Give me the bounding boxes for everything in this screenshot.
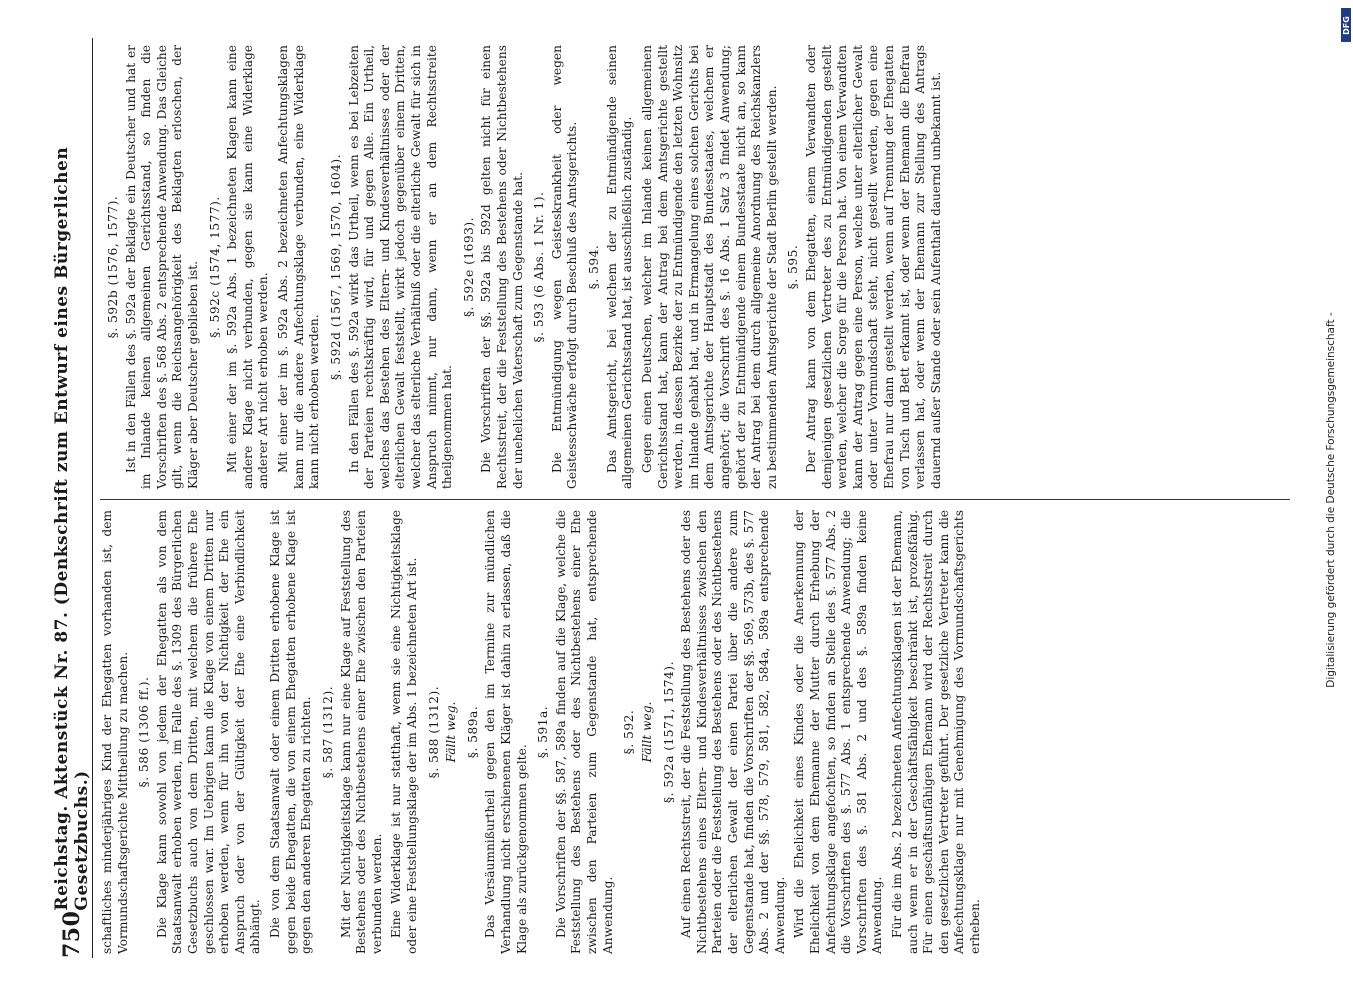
side-note-container xyxy=(1320,40,1342,960)
paragraph: Das Versäumnißurtheil gegen den im Termine zur mündlichen Verhandlung nicht erschienenen Kläger ist dahin zu erlassen, daß die Klage als zurückgenommen gelte. xyxy=(483,510,529,954)
document-page xyxy=(52,38,1292,958)
section-heading: §. 589a. xyxy=(465,705,480,759)
paragraph: Die Entmündigung wegen Geisteskrankheit oder wegen Geistesschwäche erfolgt durch Beschluß des Amtsgerichts. xyxy=(549,45,580,489)
section-heading: §. 594. xyxy=(587,244,602,290)
paragraph: Wird die Ehelichkeit eines Kindes oder die Anerkennung der Ehelichkeit von dem Ehemanne der Mutter durch Erhebung der Anfechtungsklage angefochten, so finden an Stelle des §. 577 Abs. 2 die Vorschriften des §. 577 Abs. 1 entsprechende Anwendung; die Vorschriften des §. 581 Abs. 2 und des §. 589a finden keine Anwendung. xyxy=(792,510,885,954)
paragraph: Auf einen Rechtsstreit, der die Feststellung des Bestehens oder des Nichtbestehens eines Eltern- und Kindesverhältnisses zwischen den Parteien oder die Feststellung des Bestehens oder des Nichtbestehens der elterlichen Gewalt der einen Partei über die andere zum Gegenstande hat, finden die Vorschriften der §§. 569, 573b, des §. 577 Abs. 2 und der §§. 578, 579, 581, 582, 584a, 589a entsprechende Anwendung. xyxy=(679,510,787,954)
left-column xyxy=(100,506,1290,958)
dfg-logo-text: DFG xyxy=(1341,15,1351,35)
section-heading: §. 588 (1312). xyxy=(426,685,441,779)
section-heading: §. 593 (6 Abs. 1 Nr. 1). xyxy=(532,191,547,343)
paragraph: Die Vorschriften der §§. 587, 589a finden auf die Klage, welche die Feststellung des Bestehens oder des Nichtbestehens einer Ehe zwischen den Parteien zum Gegenstande hat, entsprechende Anwendung. xyxy=(553,510,615,954)
page-number: 750 xyxy=(59,910,85,958)
paragraph: Mit einer der im §. 592a Abs. 2 bezeichneten Anfechtungsklagen kann nur die andere Anfechtungsklage verbunden, eine Widerklage kann nicht erhoben werden. xyxy=(276,45,322,489)
rotated-page-content xyxy=(52,38,1292,958)
paragraph: Ist in den Fällen des §. 592a der Beklagte ein Deutscher und hat er im Inlande keinen allgemeinen Gerichtsstand, so finden die Vorschriften des §. 568 Abs. 2 entsprechende Anwendung. Das Gleiche gilt, wenn die Reichsangehörigkeit des Beklagten erloschen, der Kläger aber Deutscher geblieben ist. xyxy=(123,45,201,489)
column-divider xyxy=(100,499,1290,500)
page-title: Reichstag. Aktenstück Nr. 87. (Denkschrift zum Entwurf eines Bürgerlichen Gesetzbuchs.) xyxy=(52,146,92,911)
paragraph: Der Antrag kann von dem Ehegatten, einem Verwandten oder demjenigen gesetzlichen Vertreter des zu Entmündigenden gestellt werden, welcher die Sorge für die Person hat. Von einem Verwandten kann der Antrag gegen eine Person, welche unter elterlicher Gewalt oder unter Vormundschaft steht, nicht gestellt werden, gegen eine Ehefrau nur dann gestellt werden, wenn auf Trennung der Ehegatten von Tisch und Bett erkannt ist, oder wenn der Ehemann die Ehefrau verlassen hat, oder wenn der Ehemann zur Stellung des Antrags dauernd außer Stande oder sein Aufenthalt dauernd unbekannt ist. xyxy=(803,45,943,489)
paragraph: Das Amtsgericht, bei welchem der zu Entmündigende seinen allgemeinen Gerichtsstand hat, ist ausschließlich zuständig. xyxy=(604,45,635,489)
paragraph: schaftliches minderjähriges Kind der Ehegatten vorhanden ist, dem Vormundschaftsgerichte Mittheilung zu machen. xyxy=(100,510,130,954)
section-note: Fällt weg. xyxy=(639,701,654,763)
section-heading: §. 592b (1576, 1577). xyxy=(106,195,120,339)
paragraph: Mit einer der im §. 592a Abs. 1 bezeichneten Klagen kann eine andere Klage nicht verbunden, gegen sie kann eine Widerklage anderer Art nicht erhoben werden. xyxy=(225,45,271,489)
text-columns xyxy=(100,38,1290,958)
section-heading: §. 592e (1693). xyxy=(461,216,476,318)
paragraph: Für die im Abs. 2 bezeichneten Anfechtungsklagen ist der Ehemann, auch wenn er in der Geschäftsfähigkeit beschränkt ist, prozeßfähig. Für einen geschäftsunfähigen Ehemann wird der Rechtsstreit durch den gesetzlichen Vertreter geführt. Der gesetzliche Vertreter kann die Anfechtungsklage nur mit Genehmigung des Vormundschaftsgerichts erheben. xyxy=(890,510,983,954)
paragraph: Mit der Nichtigkeitsklage kann nur eine Klage auf Feststellung des Bestehens oder des Nichtbestehens einer Ehe zwischen den Parteien verbunden werden. xyxy=(338,510,384,954)
section-heading: §. 592c (1574, 1577). xyxy=(207,196,222,338)
section-heading: §. 591a. xyxy=(536,705,551,759)
paragraph: Eine Widerklage ist nur statthaft, wenn sie eine Nichtigkeitsklage oder eine Feststellungsklage der im Abs. 1 bezeichneten Art ist. xyxy=(389,510,419,954)
section-heading: §. 592d (1567, 1569, 1570, 1604). xyxy=(328,154,343,380)
paragraph: Die von dem Staatsanwalt oder einem Dritten erhobene Klage ist gegen beide Ehegatten, die von einem Ehegatten erhobene Klage ist gegen den anderen Ehegatten zu richten. xyxy=(268,510,314,954)
section-heading: §. 592a (1571, 1574). xyxy=(661,661,676,803)
section-heading: §. 587 (1312). xyxy=(320,685,335,779)
page-header xyxy=(52,38,93,958)
section-heading: §. 592. xyxy=(622,709,637,755)
section-heading: §. 595. xyxy=(786,244,801,290)
paragraph: Die Vorschriften der §§. 592a bis 592d gelten nicht für einen Rechtsstreit, der die Feststellung des Bestehens oder Nichtbestehens der unehelichen Vaterschaft zum Gegenstande hat. xyxy=(479,45,525,489)
section-heading: §. 586 (1306 ff.). xyxy=(137,676,152,788)
paragraph: In den Fällen des §. 592a wirkt das Urtheil, wenn es bei Lebzeiten der Parteien rechtskräftig wird, für und gegen Alle. Ein Urtheil, welches das Bestehen des Eltern- und Kindesverhältnisses oder der elterlichen Gewalt feststellt, wirkt jedoch gegenüber einem Dritten, welcher das elterliche Verhältniß oder die elterliche Gewalt für sich in Anspruch nimmt, nur dann, wenn er an dem Rechtsstreite theilgenommen hat. xyxy=(346,45,455,489)
section-note: Fällt weg. xyxy=(444,701,459,763)
right-column xyxy=(100,41,1290,493)
digitization-note: Digitalisierung gefördert durch die Deutsche Forschungsgemeinschaft - xyxy=(1325,312,1337,688)
paragraph: Die Klage kann sowohl von jedem der Ehegatten als von dem Staatsanwalt erhoben werden, im Falle des §. 1309 des Bürgerlichen Gesetzbuchs auch von dem Dritten, mit welchem die frühere Ehe geschlossen war. Im Uebrigen kann die Klage von einem Dritten nur erhoben werden, wenn für ihn von der Nichtigkeit der Ehe ein Anspruch oder von der Gültigkeit der Ehe eine Verbindlichkeit abhängt. xyxy=(154,510,263,954)
paragraph: Gegen einen Deutschen, welcher im Inlande keinen allgemeinen Gerichtsstand hat, kann der Antrag bei dem Amtsgerichte gestellt werden, in dessen Bezirke der zu Entmündigende den letzten Wohnsitz im Inlande gehabt hat, und in Ermangelung eines solchen Gerichts bei dem Amtsgerichte der Hauptstadt des Bundesstaates, welchem er angehört; die Vorschrift des §. 16 Abs. 1 Satz 3 findet Anwendung; gehört der zu Entmündigende einem Bundesstaate nicht an, so kann der Antrag bei dem durch allgemeine Anordnung des Reichskanzlers zu bestimmenden Amtsgerichte der Stadt Berlin gestellt werden. xyxy=(639,45,779,489)
dfg-logo xyxy=(1341,8,1351,42)
